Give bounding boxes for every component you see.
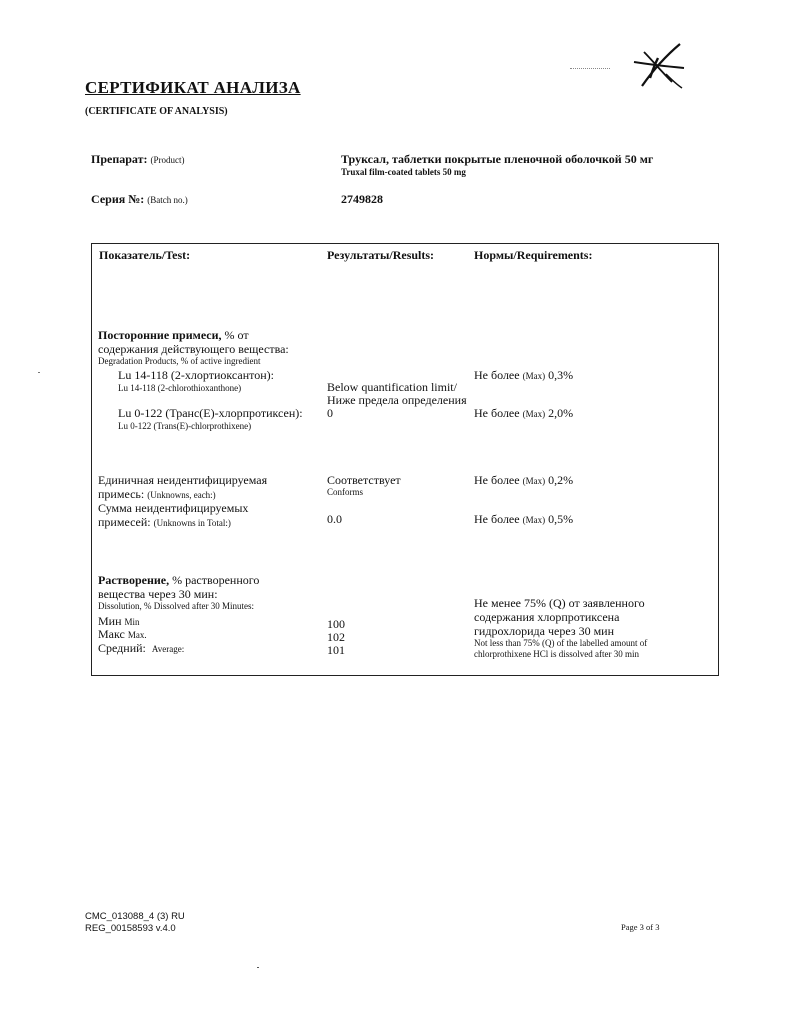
product-label bbox=[91, 152, 185, 167]
degradation-line2: содержания действующего вещества: bbox=[98, 342, 289, 356]
min-label-en: Min bbox=[124, 617, 140, 627]
results-table bbox=[91, 243, 719, 676]
unknown-single-line1: Единичная неидентифицируемая bbox=[98, 473, 268, 487]
batch-label-en: (Batch no.) bbox=[147, 195, 188, 205]
lu0-requirement bbox=[474, 406, 573, 421]
footer-page-number: Page 3 of 3 bbox=[621, 922, 660, 932]
avg-label-en: Average: bbox=[151, 644, 185, 654]
total-req-val: 0,5% bbox=[545, 512, 574, 526]
unknown-single-result: Соответствует bbox=[327, 473, 401, 487]
lu0-label-en: Lu 0-122 (Trans(E)-chlorprothixene) bbox=[118, 421, 252, 431]
single-req-max: (Max) bbox=[522, 476, 546, 486]
product-label-ru: Препарат: bbox=[91, 152, 148, 166]
dissolution-title-rest: % растворенного bbox=[169, 573, 260, 587]
document-title: СЕРТИФИКАТ АНАЛИЗА bbox=[85, 78, 301, 97]
batch-label bbox=[91, 192, 188, 207]
batch-label-ru: Серия №: bbox=[91, 192, 145, 206]
lu14-result-line2: Ниже предела определения bbox=[327, 393, 467, 407]
dissolution-en: Dissolution, % Dissolved after 30 Minutes: bbox=[98, 601, 254, 611]
product-value: Труксал, таблетки покрытые пленочной оболочкой 50 мг bbox=[341, 152, 654, 166]
dissolution-req-en1: Not less than 75% (Q) of the labelled amount of bbox=[474, 638, 648, 648]
dissolution-title-bold: Растворение, bbox=[98, 573, 170, 587]
unknown-total-line2 bbox=[98, 515, 231, 530]
dissolution-req-line2: содержания хлорпротиксена bbox=[474, 610, 620, 624]
avg-label-ru: Средний: bbox=[98, 641, 146, 655]
unknown-total-requirement bbox=[474, 512, 573, 527]
header-requirements: Нормы/Requirements: bbox=[474, 248, 593, 262]
header-test: Показатель/Test: bbox=[99, 248, 191, 262]
degradation-title-rest: % от bbox=[221, 328, 249, 342]
lu0-label-ru: Lu 0-122 (Транс(Е)-хлорпротиксен): bbox=[118, 406, 303, 420]
scan-speck bbox=[570, 68, 610, 71]
unknown-total-en: (Unknowns in Total:) bbox=[153, 518, 231, 528]
product-value-en: Truxal film-coated tablets 50 mg bbox=[341, 167, 466, 177]
unknown-total-result: 0.0 bbox=[327, 512, 342, 526]
lu14-req-max: (Max) bbox=[522, 371, 546, 381]
signature-icon bbox=[628, 40, 688, 92]
product-label-en: (Product) bbox=[150, 155, 185, 165]
unknown-single-result-en: Conforms bbox=[327, 487, 363, 497]
total-req-max: (Max) bbox=[522, 515, 546, 525]
degradation-title-bold: Посторонние примеси, bbox=[98, 328, 222, 342]
unknown-total-line1: Сумма неидентифицируемых bbox=[98, 501, 249, 515]
lu0-req-pre: Не более bbox=[474, 406, 523, 420]
lu14-label-ru: Lu 14-118 (2-хлортиоксантон): bbox=[118, 368, 274, 382]
dissolution-title bbox=[98, 573, 259, 588]
degradation-title bbox=[98, 328, 249, 343]
document-subtitle: (CERTIFICATE OF ANALYSIS) bbox=[85, 106, 228, 117]
header-results: Результаты/Results: bbox=[327, 248, 435, 262]
unknown-total-line2-ru: примесей: bbox=[98, 515, 154, 529]
unknown-single-requirement bbox=[474, 473, 573, 488]
dissolution-avg-label bbox=[98, 641, 184, 656]
lu14-req-val: 0,3% bbox=[545, 368, 574, 382]
lu14-result-line1: Below quantification limit/ bbox=[327, 380, 457, 394]
dissolution-max-value: 102 bbox=[327, 630, 345, 644]
max-label-ru: Макс bbox=[98, 627, 125, 641]
lu0-req-max: (Max) bbox=[522, 409, 546, 419]
dissolution-max-label bbox=[98, 627, 147, 642]
max-label-en: Max. bbox=[127, 630, 147, 640]
unknown-single-line2-ru: примесь: bbox=[98, 487, 148, 501]
unknown-single-en: (Unknowns, each:) bbox=[147, 490, 216, 500]
unknown-single-line2 bbox=[98, 487, 216, 502]
batch-value: 2749828 bbox=[341, 192, 383, 206]
dissolution-avg-value: 101 bbox=[327, 643, 345, 657]
single-req-val: 0,2% bbox=[545, 473, 574, 487]
dissolution-req-line1: Не менее 75% (Q) от заявленного bbox=[474, 596, 645, 610]
dissolution-req-en2: chlorprothixene HCl is dissolved after 30 min bbox=[474, 649, 639, 659]
scan-dot-left bbox=[38, 372, 40, 373]
min-label-ru: Мин bbox=[98, 614, 122, 628]
dissolution-req-line3: гидрохлорида через 30 мин bbox=[474, 624, 615, 638]
lu14-label-en: Lu 14-118 (2-chlorothioxanthone) bbox=[118, 383, 242, 393]
total-req-pre: Не более bbox=[474, 512, 523, 526]
dissolution-min-value: 100 bbox=[327, 617, 345, 631]
lu14-requirement bbox=[474, 368, 573, 383]
lu14-req-pre: Не более bbox=[474, 368, 523, 382]
single-req-pre: Не более bbox=[474, 473, 523, 487]
lu0-req-val: 2,0% bbox=[545, 406, 574, 420]
footer-doc-code: CMC_013088_4 (3) RU bbox=[85, 911, 185, 922]
footer-reg-code: REG_00158593 v.4.0 bbox=[85, 923, 176, 934]
dissolution-line2: вещества через 30 мин: bbox=[98, 587, 218, 601]
scan-dot bbox=[257, 967, 259, 968]
degradation-en: Degradation Products, % of active ingredient bbox=[98, 356, 261, 366]
lu0-result: 0 bbox=[327, 406, 333, 420]
